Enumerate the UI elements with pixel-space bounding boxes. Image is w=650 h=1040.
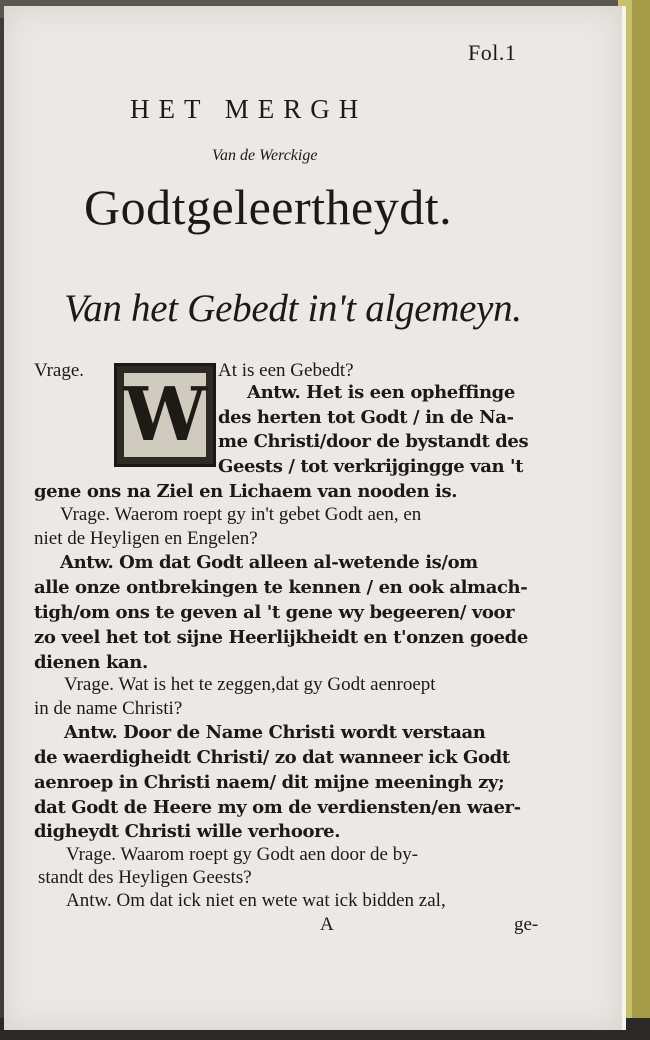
title-line-3: Godtgeleertheydt. xyxy=(84,179,453,235)
text-line: dat Godt de Heere my om de verdiensten/en waer- xyxy=(34,797,521,818)
title-line-1: HET MERGH xyxy=(130,94,368,124)
ornamental-drop-cap xyxy=(114,363,216,467)
text-line: alle onze ontbrekingen te kennen / en ook almach- xyxy=(34,577,528,598)
catchword: ge- xyxy=(514,914,539,935)
text-line: Antw. Het is een opheffinge xyxy=(247,382,515,403)
margin-label-vrage: Vrage. xyxy=(34,360,85,381)
text-line: Antw. Door de Name Christi wordt verstaan xyxy=(64,722,486,743)
book-cover-shadow xyxy=(632,0,650,1040)
text-line: niet de Heyligen en Engelen? xyxy=(34,528,258,549)
text-line: standt des Heyligen Geests? xyxy=(38,867,252,888)
text-line: Antw. Om dat Godt alleen al-wetende is/om xyxy=(60,552,478,573)
section-heading: Van het Gebedt in't algemeyn. xyxy=(64,287,522,330)
text-line: Vrage. Waarom roept gy Godt aen door de by- xyxy=(66,844,419,865)
text-line: Vrage. Wat is het te zeggen,dat gy Godt aenroept xyxy=(64,674,436,695)
text-line: gene ons na Ziel en Lichaem van nooden is. xyxy=(34,481,458,502)
text-line: des herten tot Godt / in de Na- xyxy=(218,407,514,428)
text-line: At is een Gebedt? xyxy=(218,360,354,381)
text-line: aenroep in Christi naem/ dit mijne meeningh zy; xyxy=(34,772,505,793)
folio-number: Fol.1 xyxy=(468,40,517,65)
text-line: digheydt Christi wille verhoore. xyxy=(34,821,341,842)
text-line: Geests / tot verkrijgingge van 't xyxy=(218,456,524,477)
text-line: Vrage. Waerom roept gy in't gebet Godt aen, en xyxy=(60,504,422,525)
text-line: zo veel het tot sijne Heerlijkheidt en t'onzen goede xyxy=(34,627,528,648)
drop-cap-letter: W xyxy=(123,372,207,458)
title-line-2: Van de Werckige xyxy=(212,147,318,164)
book-page xyxy=(4,6,626,1030)
text-line: in de name Christi? xyxy=(34,698,183,719)
text-line: me Christi/door de bystandt des xyxy=(218,431,529,452)
signature-mark: A xyxy=(320,914,334,935)
text-line: Antw. Om dat ick niet en wete wat ick bidden zal, xyxy=(66,890,446,911)
text-line: tigh/om ons te geven al 't gene wy begeeren/ voor xyxy=(34,602,515,623)
text-line: dienen kan. xyxy=(34,652,148,673)
text-line: de waerdigheidt Christi/ zo dat wanneer ick Godt xyxy=(34,747,510,768)
